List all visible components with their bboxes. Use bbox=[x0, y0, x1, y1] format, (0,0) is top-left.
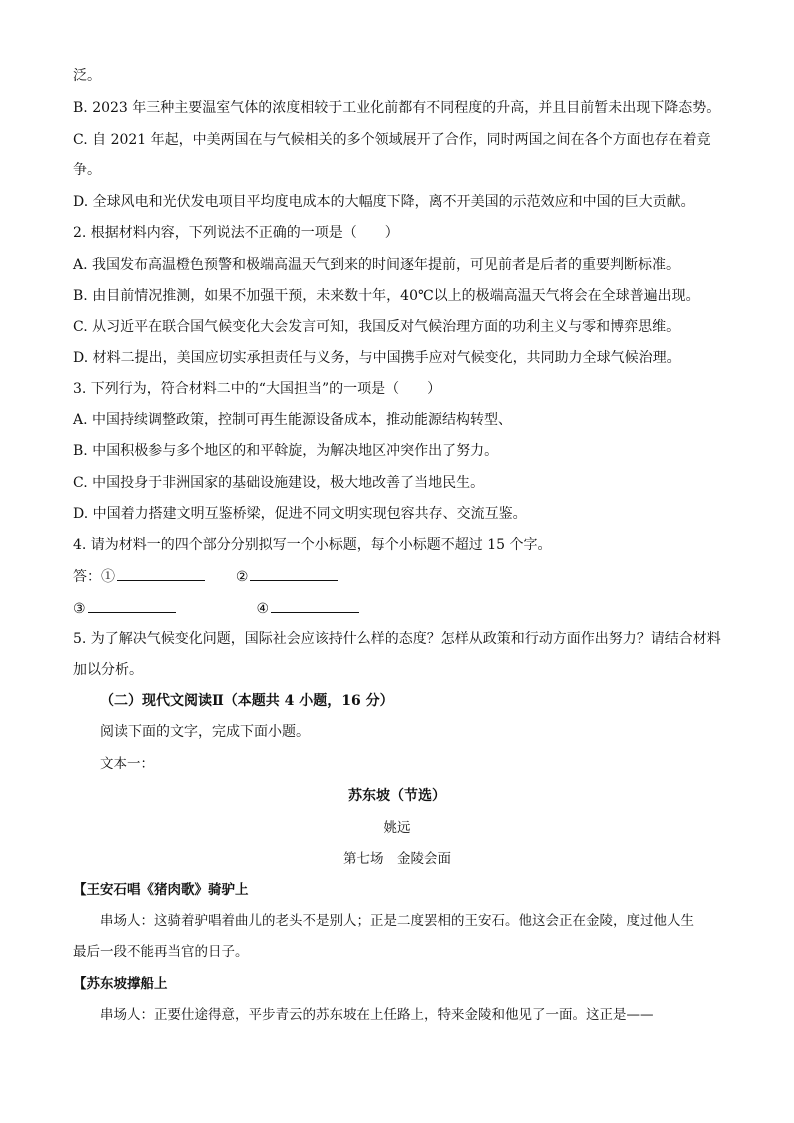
question-5: 5. 为了解决气候变化问题，国际社会应该持什么样的态度？怎样从政策和行动方面作出努力？请结合材料 bbox=[73, 631, 721, 647]
option-a-q3: A. 中国持续调整政策，控制可再生能源设备成本，推动能源结构转型、 bbox=[73, 412, 513, 428]
answer-mark-1: ① bbox=[101, 569, 115, 585]
narration: 串场人：这骑着驴唱着曲儿的老头不是别人；正是二度罢相的王安石。他这会正在金陵，度过他人生 bbox=[100, 913, 694, 929]
question-2: 2. 根据材料内容，下列说法不正确的一项是（ ） bbox=[73, 225, 399, 241]
option-c-q1: C. 自 2021 年起，中美两国在与气候相关的多个领域展开了合作，同时两国之间在各个方面也存在着竞 bbox=[73, 132, 711, 148]
answer-label: 答： bbox=[73, 569, 101, 585]
instruction: 阅读下面的文字，完成下面小题。 bbox=[100, 724, 310, 740]
play-title: 苏东坡（节选） bbox=[348, 788, 446, 804]
option-c-q2: C. 从习近平在联合国气候变化大会发言可知，我国反对气候治理方面的功利主义与零和博弈思维。 bbox=[73, 319, 681, 335]
answer-blank-1[interactable] bbox=[117, 566, 205, 581]
answer-blank-2[interactable] bbox=[250, 566, 338, 581]
text-line: 加以分析。 bbox=[73, 662, 143, 678]
option-b-q3: B. 中国积极参与多个地区的和平斡旋，为解决地区冲突作出了努力。 bbox=[73, 443, 499, 459]
stage-direction: 【苏东坡撑船上 bbox=[73, 976, 168, 992]
answer-mark-4: ④ bbox=[256, 601, 270, 617]
question-3: 3. 下列行为，符合材料二中的“大国担当”的一项是（ ） bbox=[73, 381, 442, 397]
stage-direction: 【王安石唱《猪肉歌》骑驴上 bbox=[73, 882, 249, 898]
answer-row-1 bbox=[73, 566, 338, 587]
text-label: 文本一： bbox=[100, 756, 154, 772]
option-a-q2: A. 我国发布高温橙色预警和极端高温天气到来的时间逐年提前，可见前者是后者的重要判断标准。 bbox=[73, 257, 681, 273]
option-d-q3: D. 中国着力搭建文明互鉴桥梁，促进不同文明实现包容共存、交流互鉴。 bbox=[73, 506, 527, 522]
text-line: 争。 bbox=[73, 162, 101, 178]
narration: 最后一段不能再当官的日子。 bbox=[73, 944, 249, 960]
text-line: 泛。 bbox=[73, 68, 101, 84]
option-b-q1: B. 2023 年三种主要温室气体的浓度相较于工业化前都有不同程度的升高，并且目前暂未出现下降态势。 bbox=[73, 100, 721, 116]
answer-blank-3[interactable] bbox=[88, 598, 176, 613]
question-4: 4. 请为材料一的四个部分分别拟写一个小标题，每个小标题不超过 15 个字。 bbox=[73, 537, 552, 553]
narration: 串场人：正要仕途得意，平步青云的苏东坡在上任路上，特来金陵和他见了一面。这正是—— bbox=[100, 1007, 654, 1023]
section-heading: （二）现代文阅读Ⅱ（本题共 4 小题，16 分） bbox=[100, 693, 394, 709]
answer-mark-3: ③ bbox=[73, 601, 86, 617]
option-c-q3: C. 中国投身于非洲国家的基础设施建设，极大地改善了当地民生。 bbox=[73, 475, 485, 491]
play-author: 姚远 bbox=[383, 820, 411, 836]
option-d-q1: D. 全球风电和光伏发电项目平均度电成本的大幅度下降，离不开美国的示范效应和中国的巨大贡献。 bbox=[73, 194, 695, 210]
option-d-q2: D. 材料二提出，美国应切实承担责任与义务，与中国携手应对气候变化，共同助力全球气候治理。 bbox=[73, 350, 681, 366]
option-b-q2: B. 由目前情况推测，如果不加强干预，未来数十年，40℃以上的极端高温天气将会在全球普遍出现。 bbox=[73, 288, 700, 304]
answer-row-2 bbox=[73, 598, 359, 619]
answer-blank-4[interactable] bbox=[271, 598, 359, 613]
scene-heading: 第七场 金陵会面 bbox=[343, 851, 451, 867]
answer-mark-2: ② bbox=[235, 569, 249, 585]
